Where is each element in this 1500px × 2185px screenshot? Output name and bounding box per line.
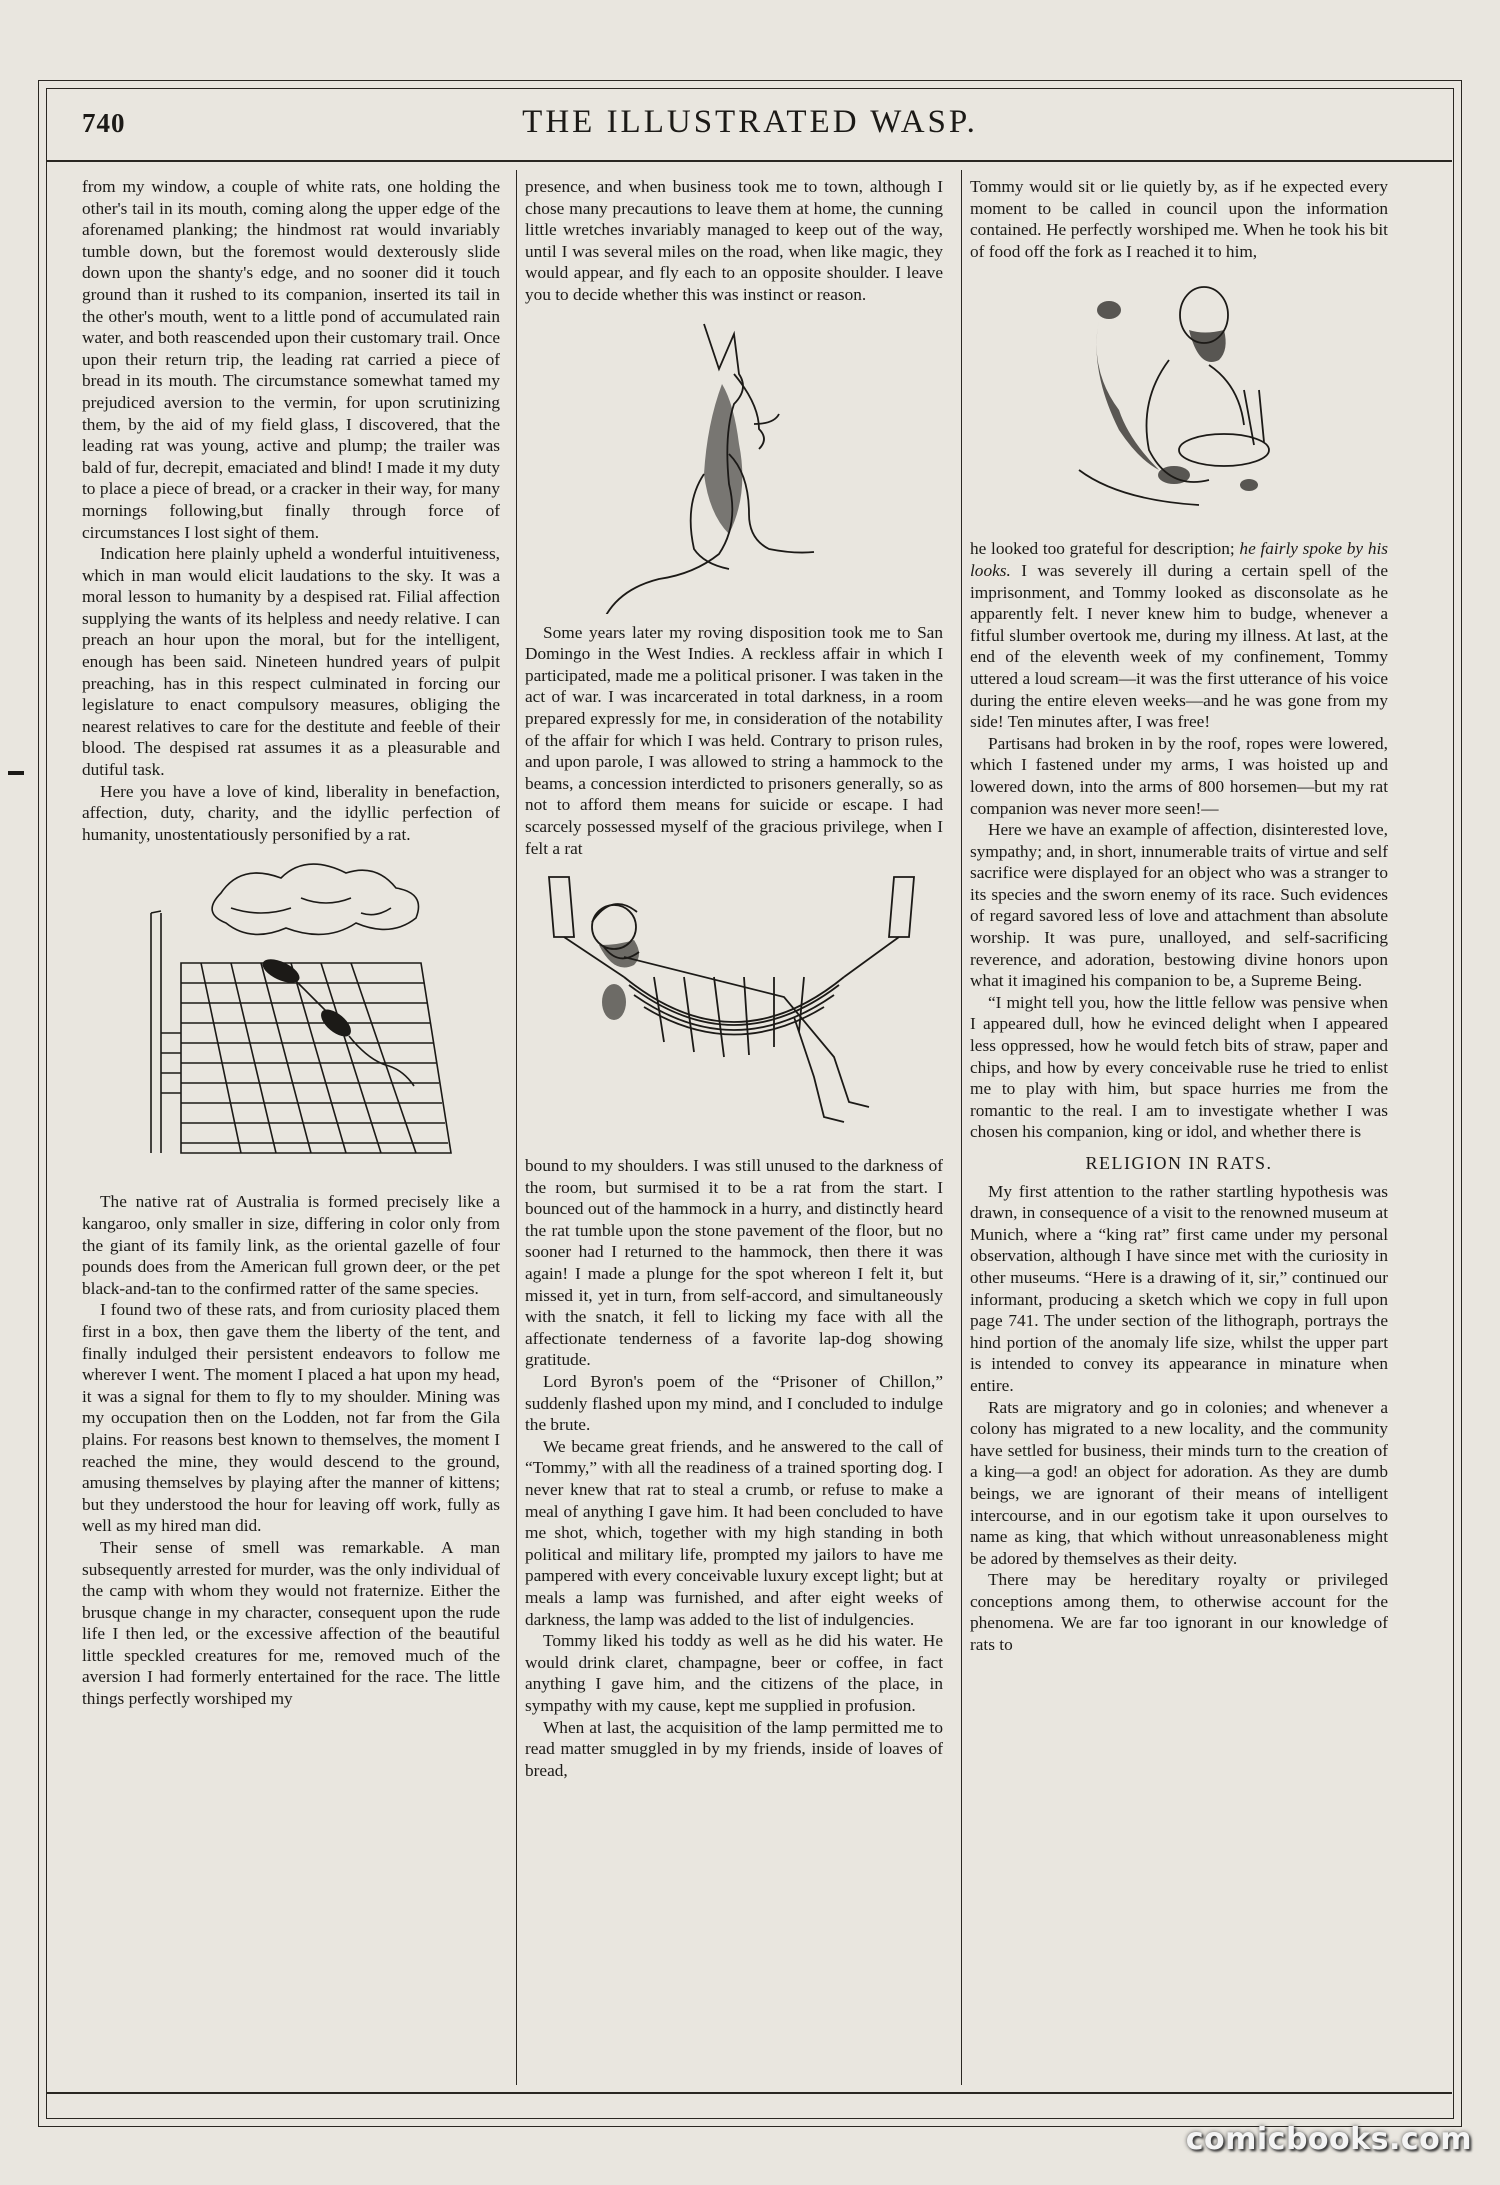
text-span: I was severely ill during a certain spell of the imprisonment, and Tommy looked as disconsolate as he apparently felt. I never knew him to budge, whenever a fitful slumber overtook me, during my illness. At last, at the end of the eleventh week of my confinement, Tommy uttered a loud scream—it was the first utterance of his voice during the entire eleven weeks—and he was gone from my side! Ten minutes after, I was free! <box>970 560 1388 732</box>
paragraph: Their sense of smell was remarkable. A man subsequently arrested for murder, was the only individual of the camp with whom they would not fraternize. Either the brusque change in my character, consequent upon the rude life I then led, or the excessive affection of the beautiful little speckled creatures for me, removed much of the aversion I had formerly entertained for the race. The little things perfectly worshiped my <box>82 1537 500 1709</box>
man-feeding-rat-illustration <box>1059 270 1299 530</box>
paragraph: Indication here plainly upheld a wonderful intuitiveness, which in man would elicit laudations to the sky. It was a moral lesson to humanity by a despised rat. Filial affection supplying the wants of its helpless and needy relative. I can preach an hour upon the moral, but for the intelligent, enough has been said. Nineteen hundred years of pulpit preaching, has in this respect culminated in forcing our legislature to enact compulsory measures, obliging the nearest relatives to care for the destitute and feeble of their blood. The despised rat assumes it as a pleasurable and dutiful task. <box>82 544 500 780</box>
paragraph: Lord Byron's poem of the “Prisoner of Chillon,” suddenly flashed upon my mind, and I concluded to indulge the brute. <box>525 1372 943 1435</box>
paragraph: When at last, the acquisition of the lamp permitted me to read matter smuggled in by my friends, inside of loaves of bread, <box>525 1717 943 1780</box>
paragraph: Partisans had broken in by the roof, ropes were lowered, which I fastened under my arms, I was hoisted up and lowered down, into the arms of 800 horsemen—but my rat companion was never more seen!— <box>970 733 1388 818</box>
column-divider-2 <box>961 170 962 2085</box>
paragraph: Here you have a love of kind, liberality in benefaction, affection, duty, charity, and the idyllic perfection of humanity, unostentatiously personified by a rat. <box>82 781 500 844</box>
paragraph: Here we have an example of affection, disinterested love, sympathy; and, in short, innumerable traits of virtue and self sacrifice were displayed for an object who was a stranger to its species and the sworn enemy of its race. Such evidences of regard savored less of love and attachment than absolute worship. It was pure, unalloyed, and self-sacrificing reverence, and adoration, bestowing divine honors upon what it imagined his companion to be, a Supreme Being. <box>970 820 1388 991</box>
text-span: he looked too grateful for description; <box>970 539 1240 559</box>
paragraph: from my window, a couple of white rats, one holding the other's tail in its mouth, coming along the upper edge of the aforenamed planking; the hindmost rat would invariably tumble down, but the foremost would dexterously slide down upon the shanty's edge, and no sooner did it touch ground than it rushed to its companion, inserted its tail in the other's mouth, went to a little pond of accumulated rain water, and both reascended upon their customary trail. Once upon their return trip, the leading rat carried a piece of bread in its mouth. The circumstance somewhat tamed my prejudiced aversion to the vermin, for upon scrutinizing them, by the aid of my field glass, I discovered, that the leading rat was young, active and plump; the trailer was bald of fur, decrepit, emaciated and blind! I made it my duty to place a piece of bread, or a cracker in their way, for many mornings following,but finally through force of circumstances I lost sight of them. <box>82 177 500 542</box>
paragraph: My first attention to the rather startling hypothesis was drawn, in consequence of a visit to the renowned museum at Munich, where a “king rat” first came under my personal observation, although I have since met with the curiosity in other museums. “Here is a drawing of it, sir,” continued our informant, producing a sketch which we copy in full upon page 741. The under section of the lithograph, portrays the hind portion of the anomaly life size, whilst the upper part is intended to convey its appearance in minature when entire. <box>970 1181 1388 1395</box>
paragraph: bound to my shoulders. I was still unused to the darkness of the room, but surmised it to be a rat from the start. I bounced out of the hammock in a hurry, and distinctly heard the rat tumble upon the stone pavement of the floor, but no sooner had I returned to the hammock, then there it was again! I made a plunge for the spot whereon I felt it, but missed it, yet in turn, from self-accord, and simultaneously with the snatch, it fell to licking my face with all the affectionate tenderness of a favorite lap-dog showing gratitude. <box>525 1156 943 1370</box>
paragraph: We became great friends, and he answered to the call of “Tommy,” with all the readiness of a trained sporting dog. I never knew that rat to steal a crumb, or refuse to make a meal of anything I gave him. It had been concluded to have me shot, which, together with my high standing in both political and military life, prompted my jailors to have me pampered with every conceivable luxury except light; but at meals a lamp was furnished, and after eight weeks of darkness, the lamp was added to the list of indulgencies. <box>525 1436 943 1629</box>
page-number: 740 <box>82 108 126 138</box>
kangaroo-rat-illustration <box>604 314 864 614</box>
man-in-hammock-illustration <box>534 867 934 1147</box>
paragraph: presence, and when business took me to town, although I chose many precautions to leave them at home, the cunning little wretches invariably managed to keep out of the way, until I was several miles on the road, when like magic, they would appear, and fly each to an opposite shoulder. I leave you to decide whether this was instinct or reason. <box>525 177 943 304</box>
rats-on-roof-illustration <box>121 853 461 1183</box>
watermark: comicbooks.com <box>1185 2122 1472 2157</box>
paragraph: There may be hereditary royalty or privileged conceptions among them, to otherwise account for the phenomena. We are far too ignorant in our knowledge of rats to <box>970 1570 1388 1655</box>
paragraph: Tommy would sit or lie quietly by, as if he expected every moment to be called in council upon the information contained. He perfectly worshiped me. When he took his bit of food off the fork as I reached it to him, <box>970 177 1388 261</box>
paragraph: I found two of these rats, and from curiosity placed them first in a box, then gave them the liberty of the tent, and finally indulged their persistent endeavors to follow me wherever I went. The moment I placed a hat upon my head, it was a signal for them to fly to my shoulder. Mining was my occupation then on the Lodden, not far from the Gila plains. For reasons best known to themselves, the moment I reached the mine, they would descend to the ground, amusing themselves by playing after the manner of kittens; but they understood the hour for leaving off work, fully as well as my hired man did. <box>82 1300 500 1536</box>
column-divider-1 <box>516 170 517 2085</box>
header-rule <box>46 160 1452 162</box>
paragraph: “I might tell you, how the little fellow was pensive when I appeared dull, how he evinced delight when I appeared less oppressed, how he would fetch bits of straw, paper and chips, and how by every conceivable ruse he tried to enlist me to play with him, but space hurries me from the romantic to the real. I am to investigate whether I was chosen his companion, king or idol, and whether there is <box>970 992 1388 1142</box>
paragraph: Some years later my roving disposition took me to San Domingo in the West Indies. A reckless affair in which I participated, made me a political prisoner. I was taken in the act of war. I was incarcerated in total darkness, in a room prepared expressly for me, in consideration of the notability of the affair for which I was held. Contrary to prison rules, and upon parole, I was allowed to string a hammock to the beams, a concession interdicted to prisoners generally, so as not to afford them means for suicide or escape. I had scarcely possessed myself of the gracious privilege, when I felt a rat <box>525 622 943 858</box>
paragraph: Tommy liked his toddy as well as he did his water. He would drink claret, champagne, beer or coffee, in fact anything I gave him, and the citizens of the place, in sympathy with my cause, kept me supplied in profusion. <box>525 1631 943 1715</box>
footer-rule <box>46 2092 1452 2094</box>
paragraph <box>970 538 1388 732</box>
section-heading: RELIGION IN RATS. <box>1085 1153 1273 1173</box>
paragraph: The native rat of Australia is formed precisely like a kangaroo, only smaller in size, differing in color only from the giant of its family link, as the oriental gazelle of four pounds does from the American full grown deer, or the pet black-and-tan to the confirmed ratter of the same species. <box>82 1192 500 1298</box>
column-3 <box>970 176 1388 2080</box>
column-1 <box>82 176 500 2080</box>
masthead-title: THE ILLUSTRATED WASP. <box>522 104 978 140</box>
italic-text-span: he fairly spoke by his looks. <box>970 539 1388 580</box>
margin-mark <box>8 771 24 775</box>
column-2 <box>525 176 943 2080</box>
paragraph: Rats are migratory and go in colonies; and whenever a colony has migrated to a new locality, and the community have settled for business, their minds turn to the creation of a king—a god! an object for adoration. As they are dumb beings, we are ignorant of their means of intelligent intercourse, and in our egotism take it upon ourselves to name as king, that which without unreasonableness might be adored by themselves as their deity. <box>970 1397 1388 1568</box>
